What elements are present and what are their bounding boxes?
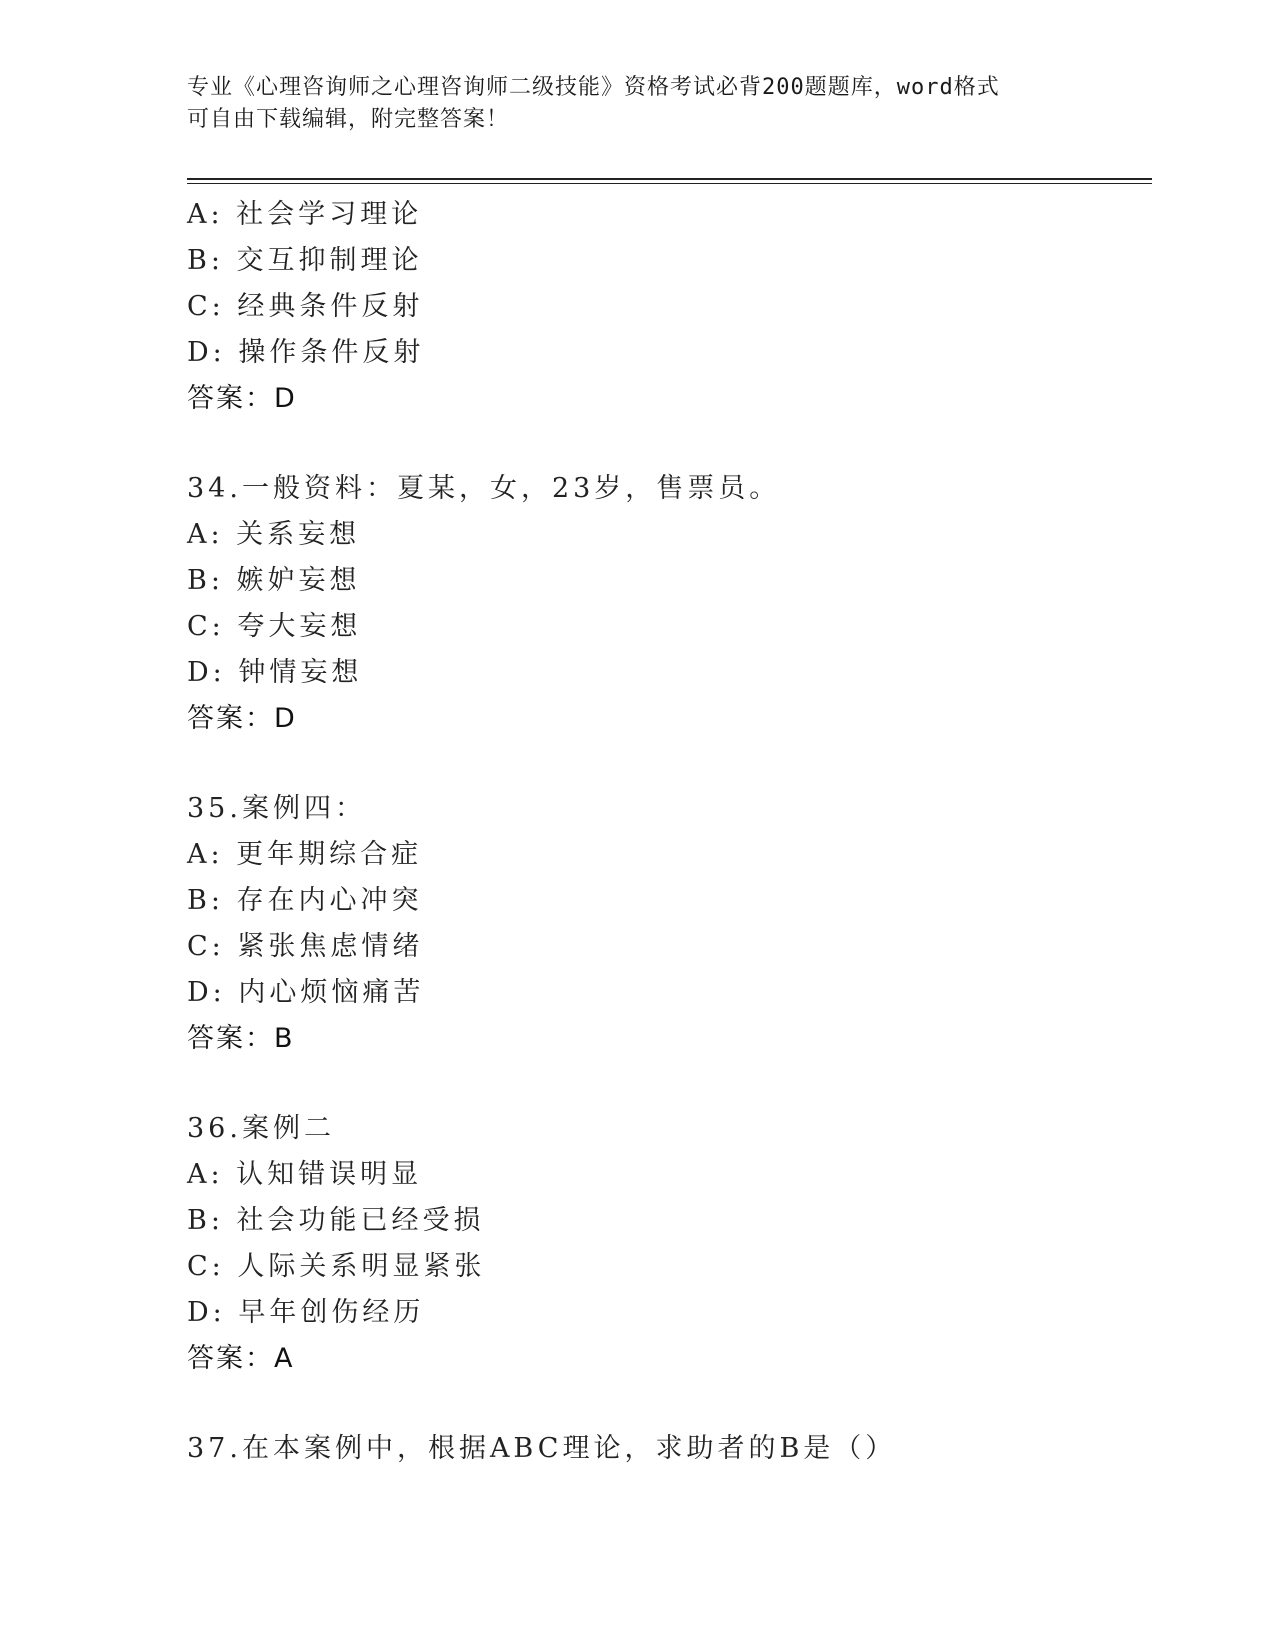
answer-line: 答案：D — [187, 383, 297, 414]
option-d: D: 内心烦恼痛苦 — [187, 977, 425, 1008]
question-text: 34.一般资料：夏某，女，23岁，售票员。 — [187, 473, 781, 504]
option-a: A: 认知错误明显 — [187, 1159, 423, 1190]
answer-line: 答案：B — [187, 1023, 295, 1054]
question-block-37 — [187, 1426, 1152, 1472]
option-a: A: 社会学习理论 — [187, 199, 423, 230]
question-block-35 — [187, 786, 1152, 1062]
header-rule-thin — [187, 183, 1152, 184]
spacer — [187, 422, 1152, 466]
option-d: D: 早年创伤经历 — [187, 1297, 425, 1328]
question-text: 36.案例二 — [187, 1113, 335, 1144]
option-b: B: 嫉妒妄想 — [187, 565, 361, 596]
question-text: 37.在本案例中，根据ABC理论，求助者的B是（） — [187, 1433, 897, 1464]
spacer — [187, 1062, 1152, 1106]
question-block-36 — [187, 1106, 1152, 1382]
option-a: A: 关系妄想 — [187, 519, 361, 550]
option-c: C: 夸大妄想 — [187, 611, 362, 642]
option-b: B: 社会功能已经受损 — [187, 1205, 485, 1236]
option-b: B: 交互抑制理论 — [187, 245, 423, 276]
option-a: A: 更年期综合症 — [187, 839, 423, 870]
header-rule-thick — [187, 178, 1152, 180]
question-text: 35.案例四： — [187, 793, 366, 824]
answer-line: 答案：A — [187, 1343, 295, 1374]
option-d: D: 钟情妄想 — [187, 657, 363, 688]
question-block-33 — [187, 192, 1152, 422]
option-d: D: 操作条件反射 — [187, 337, 425, 368]
document-header — [187, 72, 1087, 136]
answer-line: 答案：D — [187, 703, 297, 734]
option-c: C: 人际关系明显紧张 — [187, 1251, 486, 1282]
header-line-1: 专业《心理咨询师之心理咨询师二级技能》资格考试必背200题题库，word格式 — [187, 75, 1000, 100]
option-c: C: 紧张焦虑情绪 — [187, 931, 424, 962]
header-line-2: 可自由下载编辑，附完整答案！ — [187, 107, 510, 132]
spacer — [187, 1382, 1152, 1426]
option-b: B: 存在内心冲突 — [187, 885, 423, 916]
question-list — [187, 192, 1152, 1472]
option-c: C: 经典条件反射 — [187, 291, 424, 322]
spacer — [187, 742, 1152, 786]
question-block-34 — [187, 466, 1152, 742]
